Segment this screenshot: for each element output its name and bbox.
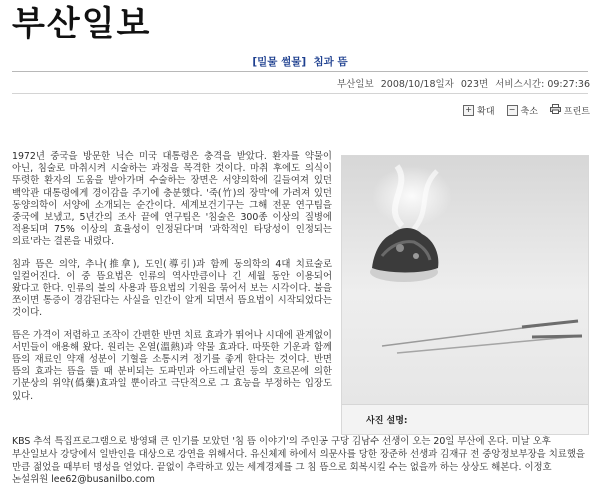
- meta-date: 2008/10/18일자: [380, 79, 454, 90]
- meta-service-time: 서비스시간: 09:27:36: [495, 79, 590, 90]
- article-title: 침과 뜸: [313, 56, 348, 68]
- minus-icon: −: [507, 105, 518, 116]
- photo-caption: 사진 설명:: [342, 404, 588, 434]
- zoom-out-button[interactable]: [507, 104, 538, 117]
- print-button[interactable]: [550, 104, 590, 117]
- printer-icon: [550, 104, 561, 117]
- article-paragraph: 침과 뜸은 의약, 추나(推拿), 도인(導引)과 함께 동의학의 4대 치료술로 일컬어진다. 이 중 뜸요법은 인류의 역사만큼이나 긴 세월 동안 이용되어 왔다고 한다. 인류의 불의 사용과 뜸요법의 기원을 묶어서 보는 시각이다. 불을 쪼이면 통증이 경감된다는 사실을 인간이 알게 되면서 뜸요법이 시작되었다는 것이다.: [12, 258, 332, 319]
- article-paragraph: 1972년 중국을 방문한 닉슨 미국 대통령은 충격을 받았다. 환자를 약물이 아닌, 침술로 마취시켜 시술하는 과정을 목격한 것이다. 마취 후에도 의식이 뚜렷한 환자의 도움을 받아가며 수술하는 장면은 서양의학에 길들여져 있던 백악관 대통령에게 경이감을 주기에 충분했다. '죽(竹)의 장막'에 가려져 있던 동양의학이 서양에 소개되는 순간이다. 세계보건기구는 그해 전문 연구팀을 중국에 보냈고, 5년간의 조사 끝에 연구팀은 '침술은 300종 이상의 질병에 적용되며 75% 이상의 효율성이 인정된다'며 '과학적인 타당성이 인정되는 의료'라는 결론을 내렸다.: [12, 151, 332, 248]
- divider: [12, 71, 588, 72]
- meta-page: 023면: [460, 79, 489, 90]
- author-byline: 이정호 논설위원 lee62@busanilbo.com: [12, 461, 552, 486]
- article-meta: [333, 76, 590, 90]
- zoom-in-button[interactable]: [463, 104, 494, 117]
- article-photo: [342, 156, 588, 404]
- article-photo-box: [341, 155, 589, 435]
- article-headline: [0, 54, 600, 69]
- print-label: 프린트: [563, 107, 590, 117]
- zoom-in-label: 확대: [477, 107, 495, 117]
- article-closing-paragraph: KBS 추석 특집프로그램으로 방영돼 큰 인기를 모았던 '침 뜸 이야기'의 주인공 구당 김남수 선생이 오는 20일 부산에 온다. 미날 오후 부산일보사 강당에서 일반인을 대상으로 강연을 위해서다. 유신체제 하에서 의문사를 당한 장준하 선생과 김재규 전 중앙정보부장을 치료했을 만큼 젊었을 때부터 명성을 얻었다. 끝없이 추락하고 있는 세계경제를 그 침 뜸으로 회복시킬 수는 없을까 하는 상상도 해본다.: [12, 436, 585, 473]
- article-toolbar: [463, 104, 590, 117]
- newspaper-masthead: 부산일보: [12, 4, 152, 44]
- article-category: [밀물 썰물]: [252, 56, 307, 68]
- meta-source: 부산일보: [336, 79, 374, 90]
- article-body: [12, 151, 332, 413]
- plus-icon: +: [463, 105, 474, 116]
- divider: [12, 93, 588, 94]
- zoom-out-label: 축소: [520, 107, 538, 117]
- moxibustion-needles-illustration: [342, 156, 588, 404]
- article-closing: [12, 436, 590, 487]
- article-paragraph: 뜸은 가격이 저렴하고 조작이 간편한 반면 치료 효과가 뛰어나 시대에 관계없이 서민들이 애용해 왔다. 원리는 온열(溫熱)과 약물 효과다. 따뜻한 기운과 함께 뜸의 재료인 약재 성분이 기혈을 소통시켜 정기를 좋게 한다는 것이다. 반면 뜸의 효과는 뜸을 뜰 때 분비되는 도파민과 아드레날린 등의 호르몬에 의한 기분상의 위약(僞藥)효과일 뿐이라고 극단적으로 그 효능을 부정하는 입장도 있다.: [12, 329, 332, 402]
